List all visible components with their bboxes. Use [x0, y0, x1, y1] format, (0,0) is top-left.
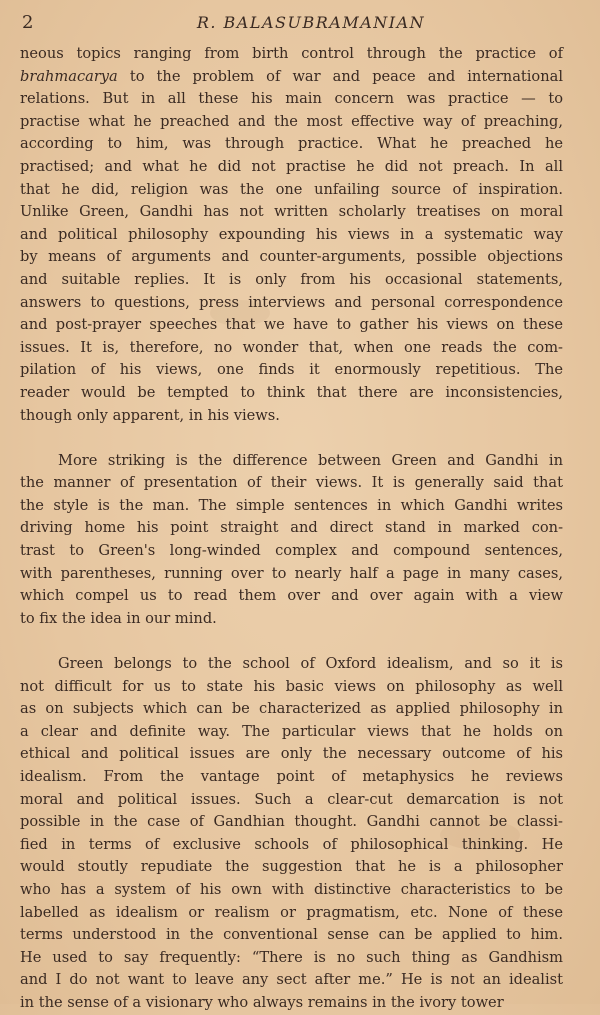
text-line: labelled as idealism or realism or pragmatism, etc. None of these: [20, 903, 563, 921]
text-line: and suitable replies. It is only from his occasional statements,: [20, 270, 563, 288]
text-line: reader would be tempted to think that there are inconsistencies,: [20, 383, 563, 401]
text-line: and I do not want to leave any sect after me.” He is not an idealist: [20, 971, 563, 989]
text-line: the manner of presentation of their views. It is generally said that: [20, 474, 563, 492]
text-line: More striking is the difference between Green and Gandhi in: [58, 451, 563, 469]
text-line: in the sense of a visionary who always remains in the ivory tower: [20, 993, 504, 1011]
text-line: would stoutly repudiate the suggestion that he is a philosopher: [20, 858, 563, 876]
text-line: idealism. From the vantage point of metaphysics he reviews: [20, 768, 563, 785]
text-line: fied in terms of exclusive schools of philosophical thinking. He: [20, 835, 563, 853]
page-header: [22, 12, 580, 40]
body-text: [20, 43, 563, 1015]
text-line: a clear and definite way. The particular views that he holds on: [20, 722, 563, 740]
text-line: He used to say frequently: “There is no such thing as Gandhism: [20, 948, 563, 966]
page-number: 2: [22, 12, 34, 33]
text-line: brahmacarya to the problem of war and peace and international: [20, 67, 563, 85]
text-line: pilation of his views, one finds it enormously repetitious. The: [20, 361, 563, 379]
text-line: practise what he preached and the most effective way of preaching,: [20, 112, 563, 130]
text-line: trast to Green's long-winded complex and compound sentences,: [20, 542, 563, 560]
italic-term: brahmacarya: [20, 67, 118, 85]
paragraph: [20, 450, 563, 631]
text-line: according to him, was through practice. What he preached he: [20, 135, 563, 153]
paragraph: [20, 653, 563, 1015]
running-head: R. BALASUBRAMANIAN: [196, 13, 426, 32]
text-line: though only apparent, in his views.: [20, 406, 280, 424]
text-line: driving home his point straight and direct stand in marked con-: [20, 519, 563, 537]
text-line: and political philosophy expounding his views in a systematic way: [20, 225, 563, 243]
text-line: practised; and what he did not practise he did not preach. In all: [20, 157, 563, 175]
text-line: not difficult for us to state his basic views on philosophy as well: [20, 677, 563, 695]
text-line: answers to questions, press interviews and personal correspondence: [20, 293, 563, 311]
text-line: possible in the case of Gandhian thought. Gandhi cannot be classi-: [20, 813, 563, 831]
text-line: with parentheses, running over to nearly half a page in many cases,: [20, 564, 563, 582]
text-line: and post-prayer speeches that we have to gather his views on these: [20, 316, 563, 334]
text-line: which compel us to read them over and over again with a view: [20, 587, 563, 605]
text-line: relations. But in all these his main concern was practice — to: [20, 90, 563, 108]
text-line: neous topics ranging from birth control through the practice of: [20, 45, 563, 62]
text-line: Green belongs to the school of Oxford idealism, and so it is: [58, 655, 563, 673]
text-line: the style is the man. The simple sentences in which Gandhi writes: [20, 496, 563, 514]
text-line: by means of arguments and counter-arguments, possible objections: [20, 248, 563, 266]
text-line: as on subjects which can be characterized as applied philosophy in: [20, 700, 563, 718]
text-line: Unlike Green, Gandhi has not written scholarly treatises on moral: [20, 203, 563, 221]
text-line: to fix the idea in our mind.: [20, 609, 217, 627]
text-line: moral and political issues. Such a clear-cut demarcation is not: [20, 790, 563, 808]
text-line: ethical and political issues are only the necessary outcome of his: [20, 745, 563, 763]
text-line: who has a system of his own with distinctive characteristics to be: [20, 880, 563, 898]
text-line: that he did, religion was the one unfailing source of inspiration.: [20, 180, 563, 198]
text-line: issues. It is, therefore, no wonder that, when one reads the com-: [20, 338, 563, 356]
text-line: terms understood in the conventional sense can be applied to him.: [20, 926, 563, 944]
paragraph: [20, 43, 563, 427]
